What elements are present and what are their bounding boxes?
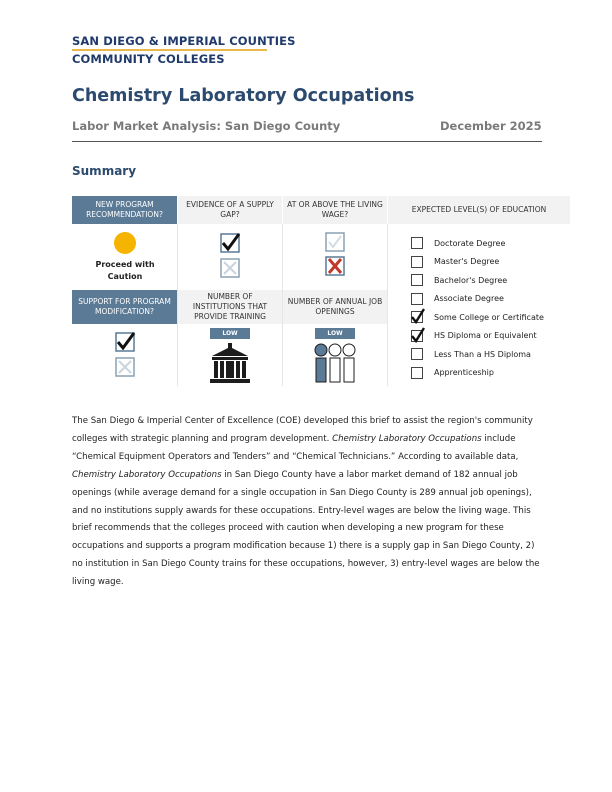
checked-box-icon xyxy=(220,233,240,253)
education-level-item xyxy=(411,292,504,306)
empty-checkbox-icon xyxy=(411,237,423,249)
faded-x-box-icon xyxy=(115,357,135,377)
summary-heading: Summary xyxy=(72,164,137,178)
header-supply-gap: EVIDENCE OF A SUPPLY GAP? xyxy=(178,196,282,224)
institutions-level-badge: LOW xyxy=(210,328,250,339)
header-living-wage: AT OR ABOVE THE LIVING WAGE? xyxy=(283,196,387,224)
education-level-item xyxy=(411,255,499,269)
coe-logo xyxy=(72,34,295,66)
grid-separator xyxy=(387,224,388,386)
education-level-label: HS Diploma or Equivalent xyxy=(434,331,537,340)
checked-box-icon xyxy=(115,332,135,352)
paragraph-text: include “Chemical Equipment Operators and Tenders” and “Chemical Technicians.” According to available data, xyxy=(72,433,519,462)
education-level-label: Associate Degree xyxy=(434,294,504,303)
logo-line-1: SAN DIEGO & IMPERIAL COUNTIES xyxy=(72,34,296,48)
education-level-label: Bachelor's Degree xyxy=(434,275,508,285)
checked-checkbox-icon xyxy=(411,330,423,342)
empty-checkbox-icon xyxy=(411,256,423,268)
institution-building-icon xyxy=(209,342,251,384)
header-education: EXPECTED LEVEL(S) OF EDUCATION xyxy=(388,196,570,224)
report-date: December 2025 xyxy=(440,119,542,133)
occupation-name: Chemistry Laboratory Occupations xyxy=(332,433,482,444)
logo-line-2: COMMUNITY COLLEGES xyxy=(72,51,225,66)
education-level-item xyxy=(411,310,544,324)
caution-indicator-icon xyxy=(114,232,136,254)
occupation-name: Chemistry Laboratory Occupations xyxy=(72,469,222,480)
red-x-box-icon xyxy=(325,256,345,276)
education-level-label: Less Than a HS Diploma xyxy=(434,349,531,359)
openings-level-badge: LOW xyxy=(315,328,355,339)
education-level-item xyxy=(411,329,537,343)
paragraph-text: The San Diego & Imperial Center of Excellence (COE) developed this brief to assist the region's community colleges with strategic planning and program development. xyxy=(72,416,533,444)
education-level-label: Doctorate Degree xyxy=(434,238,506,248)
grid-separator xyxy=(282,224,283,386)
education-level-label: Apprenticeship xyxy=(434,368,494,377)
education-level-item xyxy=(411,236,505,250)
header-new-program: NEW PROGRAM RECOMMENDATION? xyxy=(72,196,177,224)
education-level-item xyxy=(411,273,507,287)
paragraph-text: in San Diego County have a labor market demand of 182 annual job openings (while average demand for a single occupation in San Diego County is 289 annual job openings), and no institutions supply awards for these occupations. Entry-level wages are below the living wage. This brief recommends that the colleges proceed with caution when developing a new program for these occupations and supports a program modification because 1) there is a supply gap in San Diego County, 2) no institution in San Diego County trains for these occupations, however, 3) entry-level wages are below the living wage. xyxy=(72,469,540,588)
summary-paragraph xyxy=(72,413,542,592)
empty-checkbox-icon xyxy=(411,348,423,360)
header-divider xyxy=(72,141,542,142)
faded-x-box-icon xyxy=(220,258,240,278)
empty-checkbox-icon xyxy=(411,367,423,379)
education-level-item xyxy=(411,347,531,361)
faded-check-box-icon xyxy=(325,232,345,252)
page-title: Chemistry Laboratory Occupations xyxy=(72,86,415,106)
header-job-openings: NUMBER OF ANNUAL JOB OPENINGS xyxy=(283,290,387,324)
education-level-label: Master's Degree xyxy=(434,257,500,266)
header-institutions: NUMBER OF INSTITUTIONS THAT PROVIDE TRAINING xyxy=(178,290,282,324)
header-support-modification: SUPPORT FOR PROGRAM MODIFICATION? xyxy=(72,290,177,324)
education-level-item xyxy=(411,366,494,380)
education-level-label: Some College or Certificate xyxy=(434,312,544,322)
people-icon xyxy=(313,343,357,383)
empty-checkbox-icon xyxy=(411,274,423,286)
logo-divider xyxy=(72,49,267,51)
checked-checkbox-icon xyxy=(411,311,423,323)
recommendation-text: Proceed with Caution xyxy=(95,260,155,281)
page-subtitle: Labor Market Analysis: San Diego County xyxy=(72,119,341,133)
grid-separator xyxy=(177,224,178,386)
empty-checkbox-icon xyxy=(411,293,423,305)
